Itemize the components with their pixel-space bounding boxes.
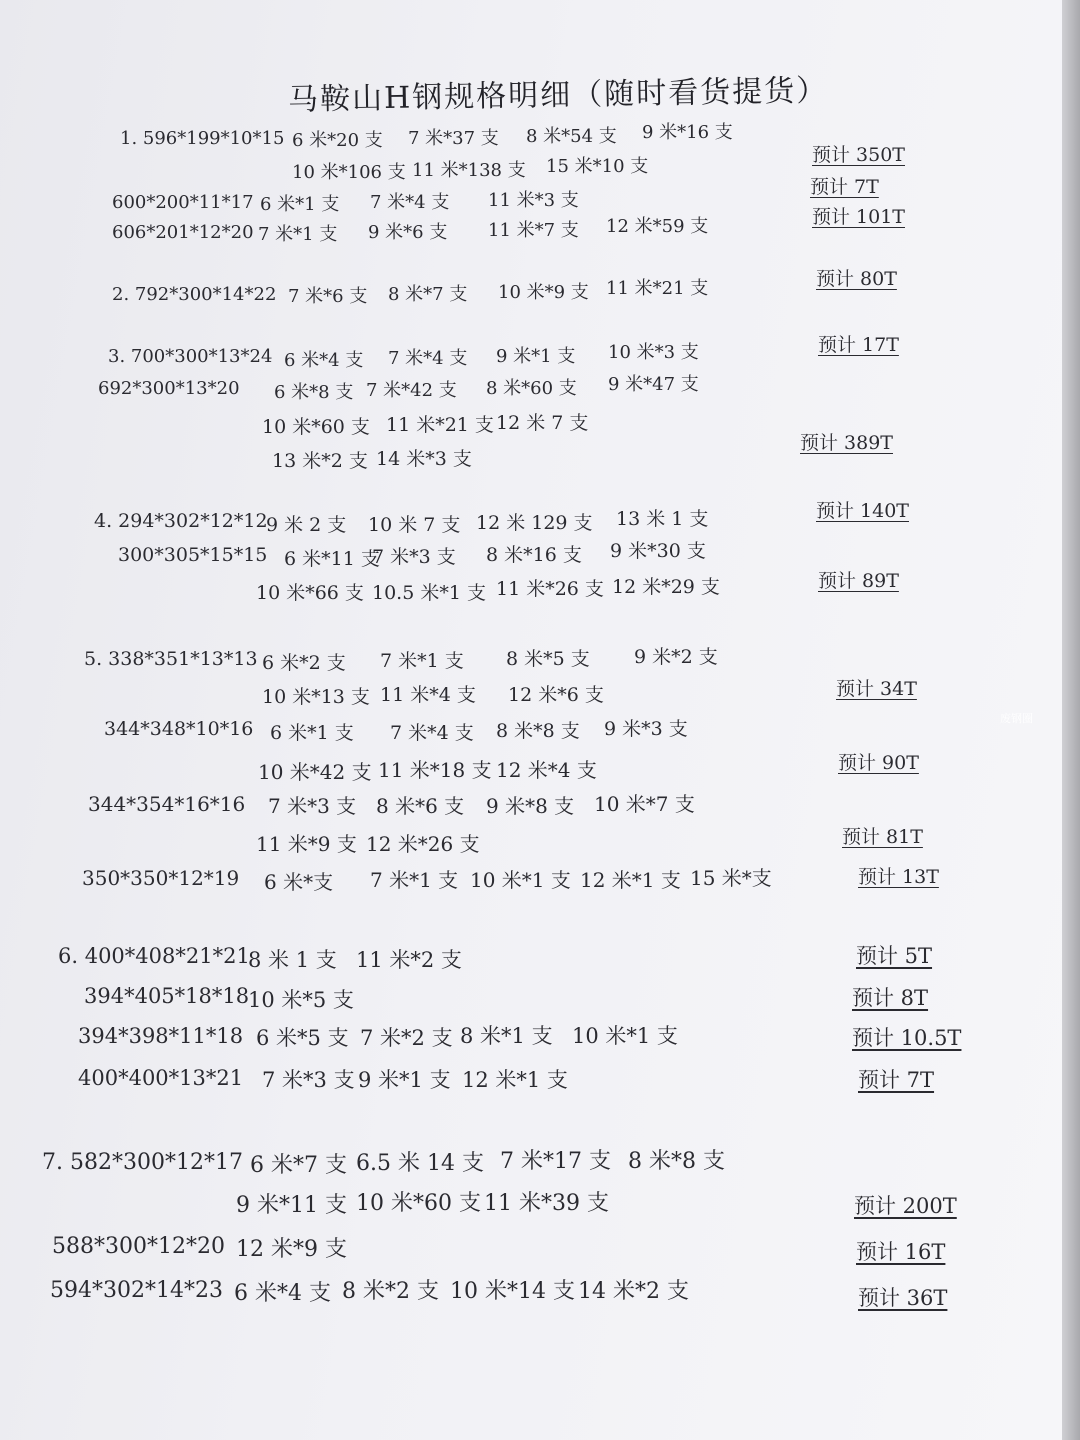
spec-segment: 14 米*3 支 [376, 448, 472, 470]
watermark-text: 废钢圈 [1000, 712, 1033, 725]
spec-line-start: 400*400*13*21 [78, 1066, 244, 1090]
spec-segment: 8 米 1 支 [248, 948, 337, 972]
spec-line-start: 5. 338*351*13*13 [84, 648, 258, 670]
spec-line-start: 606*201*12*20 [112, 222, 254, 243]
estimate-label: 预计 80T [816, 268, 897, 290]
spec-segment: 7 米*17 支 [500, 1149, 611, 1174]
spec-line-start: 692*300*13*20 [98, 378, 240, 399]
spec-segment: 7 米*2 支 [360, 1026, 453, 1050]
spec-segment: 7 米*4 支 [388, 348, 468, 369]
spec-segment: 7 米*1 支 [258, 224, 338, 245]
spec-segment: 7 米*6 支 [288, 286, 368, 307]
spec-line-start: 3. 700*300*13*24 [108, 346, 273, 367]
spec-segment: 12 米*4 支 [496, 758, 597, 782]
estimate-label: 预计 81T [842, 826, 923, 848]
spec-line-start: 10 米*13 支 [262, 686, 370, 708]
spec-line-start: 350*350*12*19 [82, 866, 240, 890]
estimate-label: 预计 90T [838, 752, 919, 774]
spec-segment: 9 米*30 支 [610, 540, 706, 562]
spec-segment: 6 米*11 支 [284, 548, 380, 570]
spec-segment: 9 米*6 支 [368, 222, 448, 243]
spec-segment: 6.5 米 14 支 [356, 1151, 484, 1176]
spec-segment: 11 米*39 支 [484, 1191, 609, 1216]
spec-line-start: 10 米*42 支 [258, 760, 372, 784]
spec-segment: 11 米*3 支 [488, 190, 579, 211]
spec-segment: 11 米*7 支 [488, 220, 579, 241]
paper-edge-shadow [1062, 0, 1080, 1440]
spec-segment: 10 米*3 支 [608, 342, 699, 363]
spec-segment: 7 米*1 支 [380, 650, 464, 672]
spec-line-start: 344*354*16*16 [88, 792, 246, 816]
estimate-label: 预计 17T [818, 334, 899, 356]
estimate-label: 预计 13T [858, 866, 939, 888]
spec-line-start: 594*302*14*23 [50, 1278, 223, 1303]
spec-line-start: 4. 294*302*12*12 [94, 510, 268, 532]
spec-segment: 7 米*3 支 [262, 1068, 355, 1092]
spec-segment: 11 米*18 支 [378, 758, 492, 782]
spec-segment: 8 米*7 支 [388, 284, 468, 305]
estimate-label: 预计 16T [856, 1240, 946, 1264]
spec-line-start: 10 米*106 支 [292, 162, 406, 183]
spec-segment: 6 米*4 支 [284, 350, 364, 371]
spec-segment: 12 米*1 支 [462, 1068, 568, 1092]
spec-line-start: 7. 582*300*12*17 [42, 1150, 243, 1175]
estimate-label: 预计 89T [818, 570, 899, 592]
spec-segment: 9 米*1 支 [496, 346, 576, 367]
spec-segment: 6 米*7 支 [250, 1153, 347, 1178]
spec-line-start: 10 米*60 支 [262, 416, 370, 438]
spec-segment: 7 米*42 支 [366, 380, 457, 401]
spec-segment: 11 米*21 支 [606, 278, 709, 299]
spec-segment: 6 米*20 支 [292, 130, 383, 151]
spec-segment: 9 米*2 支 [634, 646, 718, 668]
spec-segment: 7 米*3 支 [268, 794, 357, 818]
spec-line-start: 13 米*2 支 [272, 450, 368, 472]
spec-line-start: 11 米*9 支 [256, 832, 357, 856]
spec-segment: 10 米*9 支 [498, 282, 589, 303]
spec-segment: 10 米*60 支 [356, 1191, 481, 1216]
spec-segment: 8 米*60 支 [486, 378, 577, 399]
spec-line-start: 588*300*12*20 [52, 1234, 225, 1259]
spec-segment: 12 米*29 支 [612, 576, 720, 598]
spec-segment: 11 米*4 支 [380, 684, 476, 706]
estimate-label: 预计 140T [816, 500, 909, 522]
spec-segment: 10 米*1 支 [470, 868, 571, 892]
spec-segment: 7 米*37 支 [408, 128, 499, 149]
spec-segment: 7 米*4 支 [390, 722, 474, 744]
spec-segment: 6 米*8 支 [274, 382, 354, 403]
spec-segment: 9 米*8 支 [486, 794, 575, 818]
spec-segment: 12 米*59 支 [606, 216, 709, 237]
spec-segment: 6 米*2 支 [262, 652, 346, 674]
spec-segment: 10.5 米*1 支 [372, 582, 486, 604]
spec-segment: 7 米*4 支 [370, 192, 450, 213]
spec-segment: 9 米 2 支 [266, 514, 347, 536]
spec-segment: 10 米*7 支 [594, 792, 695, 816]
spec-segment: 8 米*6 支 [376, 794, 465, 818]
spec-segment: 10 米*1 支 [572, 1024, 678, 1048]
estimate-label: 预计 8T [852, 986, 929, 1010]
spec-segment: 9 米*16 支 [642, 122, 733, 143]
spec-segment: 11 米*138 支 [412, 160, 526, 181]
spec-segment: 6 米*1 支 [260, 194, 340, 215]
spec-segment: 6 米*5 支 [256, 1026, 349, 1050]
spec-segment: 12 米 7 支 [496, 412, 589, 434]
estimate-label: 预计 5T [856, 944, 933, 968]
spec-segment: 7 米*3 支 [372, 546, 456, 568]
spec-segment: 10 米*5 支 [248, 988, 354, 1012]
spec-segment: 15 米*10 支 [546, 156, 649, 177]
spec-segment: 6 米*支 [264, 870, 334, 894]
spec-segment: 12 米*9 支 [236, 1237, 347, 1262]
spec-segment: 8 米*8 支 [496, 720, 580, 742]
spec-segment: 8 米*2 支 [342, 1279, 439, 1304]
spec-line-start: 344*348*10*16 [104, 718, 254, 740]
spec-line-start: 10 米*66 支 [256, 582, 364, 604]
spec-line-start: 600*200*11*17 [112, 192, 254, 213]
spec-line-start: 394*405*18*18 [84, 984, 250, 1008]
spec-segment: 11 米*26 支 [496, 578, 604, 600]
spec-line-start: 2. 792*300*14*22 [112, 284, 277, 305]
spec-segment: 14 米*2 支 [578, 1279, 689, 1304]
spec-segment: 11 米*21 支 [386, 414, 494, 436]
spec-segment: 6 米*4 支 [234, 1281, 331, 1306]
spec-line-start: 1. 596*199*10*15 [120, 128, 285, 149]
estimate-label: 预计 200T [854, 1194, 957, 1218]
spec-segment: 8 米*5 支 [506, 648, 590, 670]
estimate-label: 预计 7T [810, 176, 879, 198]
estimate-label: 预计 10.5T [852, 1026, 962, 1050]
spec-segment: 9 米*47 支 [608, 374, 699, 395]
estimate-label: 预计 101T [812, 206, 905, 228]
spec-segment: 8 米*54 支 [526, 126, 617, 147]
spec-line-start: 9 米*11 支 [236, 1193, 347, 1218]
spec-segment: 10 米*14 支 [450, 1279, 575, 1304]
spec-segment: 9 米*1 支 [358, 1068, 451, 1092]
estimate-label: 预计 7T [858, 1068, 935, 1092]
spec-segment: 7 米*1 支 [370, 868, 459, 892]
spec-segment: 8 米*8 支 [628, 1149, 725, 1174]
estimate-label: 预计 350T [812, 144, 905, 166]
page-title: 马鞍山H钢规格明细（随时看货提货） [287, 73, 829, 118]
spec-segment: 8 米*1 支 [460, 1024, 553, 1048]
spec-segment: 12 米*26 支 [366, 832, 480, 856]
spec-line-start: 6. 400*408*21*21 [58, 944, 250, 968]
spec-segment: 11 米*2 支 [356, 948, 462, 972]
spec-segment: 12 米 129 支 [476, 512, 593, 534]
spec-line-start: 300*305*15*15 [118, 544, 268, 566]
estimate-label: 预计 34T [836, 678, 917, 700]
estimate-label: 预计 36T [858, 1286, 948, 1310]
spec-line-start: 394*398*11*18 [78, 1024, 244, 1048]
spec-segment: 13 米 1 支 [616, 508, 709, 530]
spec-segment: 9 米*3 支 [604, 718, 688, 740]
spec-segment: 12 米*6 支 [508, 684, 604, 706]
spec-segment: 10 米 7 支 [368, 514, 461, 536]
spec-segment: 12 米*1 支 [580, 868, 681, 892]
spec-segment: 8 米*16 支 [486, 544, 582, 566]
estimate-label: 预计 389T [800, 432, 893, 454]
spec-segment: 15 米*支 [690, 866, 772, 890]
spec-segment: 6 米*1 支 [270, 722, 354, 744]
